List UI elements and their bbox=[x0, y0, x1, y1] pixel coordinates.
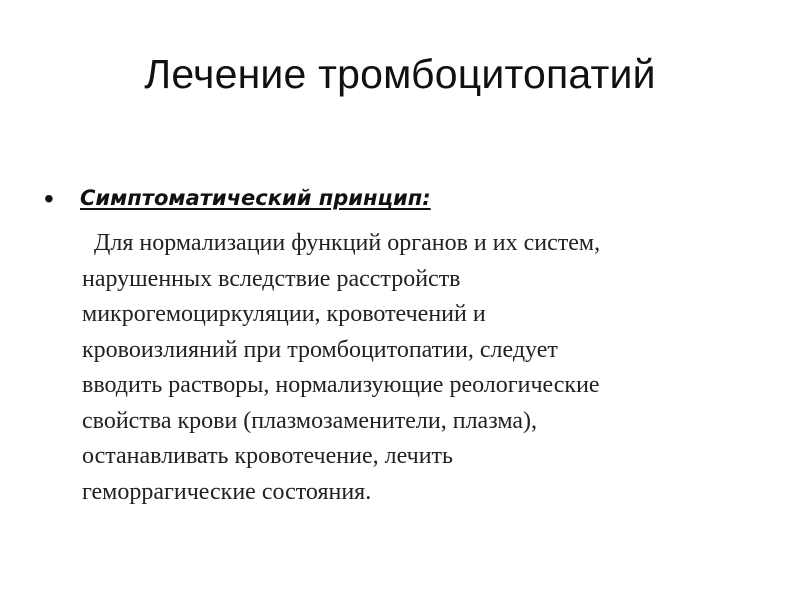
slide-title: Лечение тромбоцитопатий bbox=[144, 51, 656, 97]
body-line: вводить растворы, нормализующие реологические bbox=[82, 372, 600, 398]
body-line: нарушенных вследствие расстройств bbox=[82, 265, 461, 292]
bullet-icon: • bbox=[44, 183, 54, 214]
bullet-heading: Симптоматический принцип: bbox=[80, 186, 431, 210]
bullet-item bbox=[44, 178, 764, 218]
body-line: геморрагические состояния. bbox=[82, 478, 372, 505]
body-line: кровоизлияний при тромбоцитопатии, следует bbox=[82, 336, 558, 363]
body-line: останавливать кровотечение, лечить bbox=[82, 443, 453, 469]
body-line: Для нормализации функций органов и их систем, bbox=[82, 230, 601, 256]
body-line: свойства крови (плазмозаменители, плазма), bbox=[82, 407, 538, 434]
bullet-body bbox=[82, 226, 772, 510]
body-line: микрогемоциркуляции, кровотечений и bbox=[82, 301, 486, 327]
